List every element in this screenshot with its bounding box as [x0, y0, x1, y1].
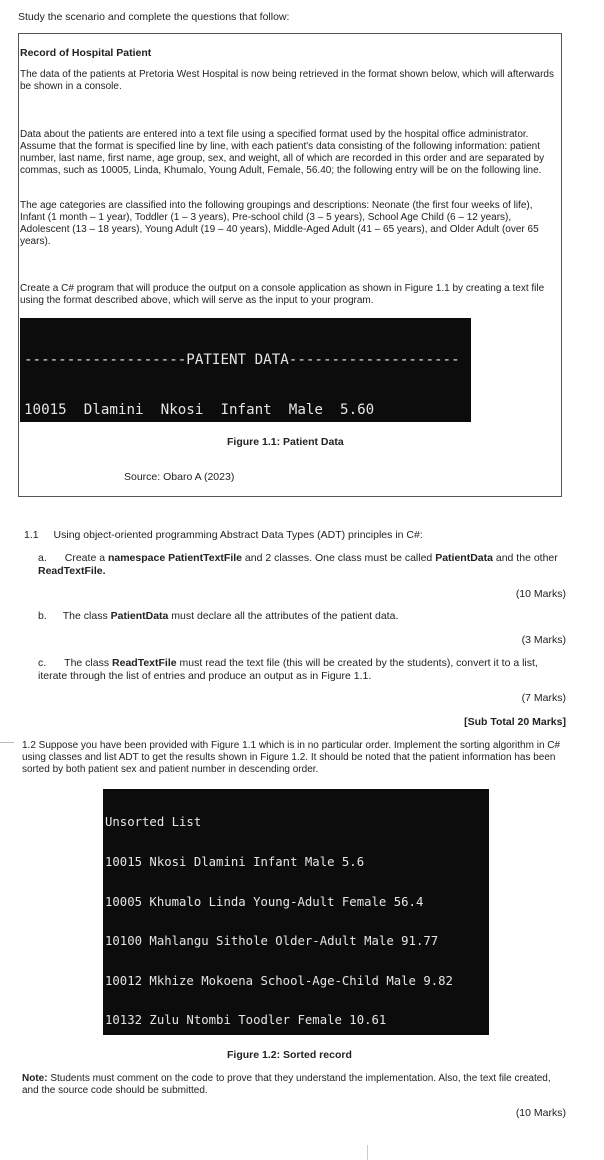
marks-a: (10 Marks) — [515, 588, 566, 600]
note-text: Students must comment on the code to prove that they understand the implementation. Also, the text file created, and the source code should be submitted. — [22, 1073, 551, 1096]
question-1-1-c — [38, 657, 562, 683]
sorted-record-console — [103, 789, 489, 1035]
question-1-1-b — [38, 610, 558, 623]
question-1-1 — [24, 529, 423, 542]
bold-term: PatientData — [435, 552, 493, 564]
console-line: 10005 Khumalo Linda Young-Adult Female 56.4 — [105, 894, 424, 909]
margin-divider — [0, 742, 14, 743]
question-1-2: 1.2 Suppose you have been provided with Figure 1.1 which is in no particular order. Implement the sorting algorithm in C# using classes and list ADT to get the results shown in Figure 1.2. It should be noted that the patient information has been sorted by both patient sex and patient number in descending order. — [22, 740, 561, 775]
bold-term: ReadTextFile. — [38, 565, 106, 578]
console-line: 10015 Nkosi Dlamini Infant Male 5.6 — [105, 855, 365, 869]
bold-term: ReadTextFile — [112, 657, 177, 669]
text-run: and the other — [492, 552, 558, 564]
item-label: c. — [38, 657, 47, 669]
console-line: -------------------PATIENT DATA-------------------- — [24, 351, 460, 368]
subtotal-marks: [Sub Total 20 Marks] — [464, 716, 566, 728]
console-line: 10100 Mahlangu Sithole Older-Adult Male 91.77 — [105, 934, 439, 949]
bold-term: PatientData — [110, 610, 169, 622]
figure-1-caption: Figure 1.1: Patient Data — [227, 436, 344, 448]
text-run: Create a — [64, 552, 108, 564]
note — [22, 1073, 568, 1097]
console-line: Unsorted List — [105, 815, 202, 830]
question-number: 1.1 — [24, 529, 39, 541]
note-label: Note: — [22, 1073, 48, 1084]
text-run: The class — [62, 610, 111, 622]
patient-data-console — [20, 318, 471, 422]
intro-text: Study the scenario and complete the questions that follow: — [18, 11, 290, 23]
source-citation: Source: Obaro A (2023) — [124, 471, 235, 483]
item-label: a. — [38, 552, 47, 564]
record-paragraph-4: Create a C# program that will produce the output on a console application as shown in Figure 1.1 by creating a text file using the format described above, which will serve as the input to your program. — [20, 283, 545, 306]
question-1-1-a — [38, 552, 558, 578]
page-edge-line — [367, 1145, 368, 1160]
bold-term: namespace PatientTextFile — [107, 552, 242, 564]
console-line: 10132 Zulu Ntombi Toodler Female 10.61 — [105, 1013, 387, 1028]
record-title: Record of Hospital Patient — [20, 47, 152, 59]
item-label: b. — [38, 610, 47, 622]
record-box — [18, 33, 562, 497]
console-line: 10012 Mkhize Mokoena School-Age-Child Male 9.82 — [105, 973, 453, 988]
figure-2-caption: Figure 1.2: Sorted record — [227, 1049, 352, 1061]
record-paragraph-3: The age categories are classified into the following groupings and descriptions: Neonate (the first four weeks of life), Infant (1 month – 1 year), Toddler (1 – 3 years), Pre-school child (3 – 5 years), School Age Child (6 – 12 years), Adolescent (13 – 18 years), Young Adult (19 – 40 years), Middle-Aged Adult (41 – 65 years), and Older Adult (over 65 years). — [20, 200, 539, 247]
text-run: The class — [64, 657, 113, 669]
marks-b: (3 Marks) — [521, 634, 566, 646]
text-run: must read the text file (this will be created by the students), convert it to a list, iterate through the list of entries and produce an output as in Figure 1.1. — [38, 657, 538, 683]
record-paragraph-1: The data of the patients at Pretoria West Hospital is now being retrieved in the format shown below, which will afterwards be shown in a console. — [20, 69, 554, 92]
record-paragraph-2: Data about the patients are entered into a text file using a specified format used by the hospital office administrator. Assume that the format is specified line by line, with each patient's data consisting of the following information: patient number, last name, first name, age group, sex, and weight, all of which are recorded in this order and are separated by commas, such as 10005, Linda, Khumalo, Young Adult, Female, 56.40; the following entry will be on the following line. — [20, 129, 545, 176]
marks-1-2: (10 Marks) — [515, 1107, 566, 1119]
marks-c: (7 Marks) — [521, 692, 566, 704]
text-run: and 2 classes. One class must be called — [242, 552, 436, 564]
text-run: must declare all the attributes of the patient data. — [168, 610, 399, 622]
console-line: 10015 Dlamini Nkosi Infant Male 5.60 — [24, 401, 375, 418]
question-text: Using object-oriented programming Abstract Data Types (ADT) principles in C#: — [53, 529, 423, 541]
